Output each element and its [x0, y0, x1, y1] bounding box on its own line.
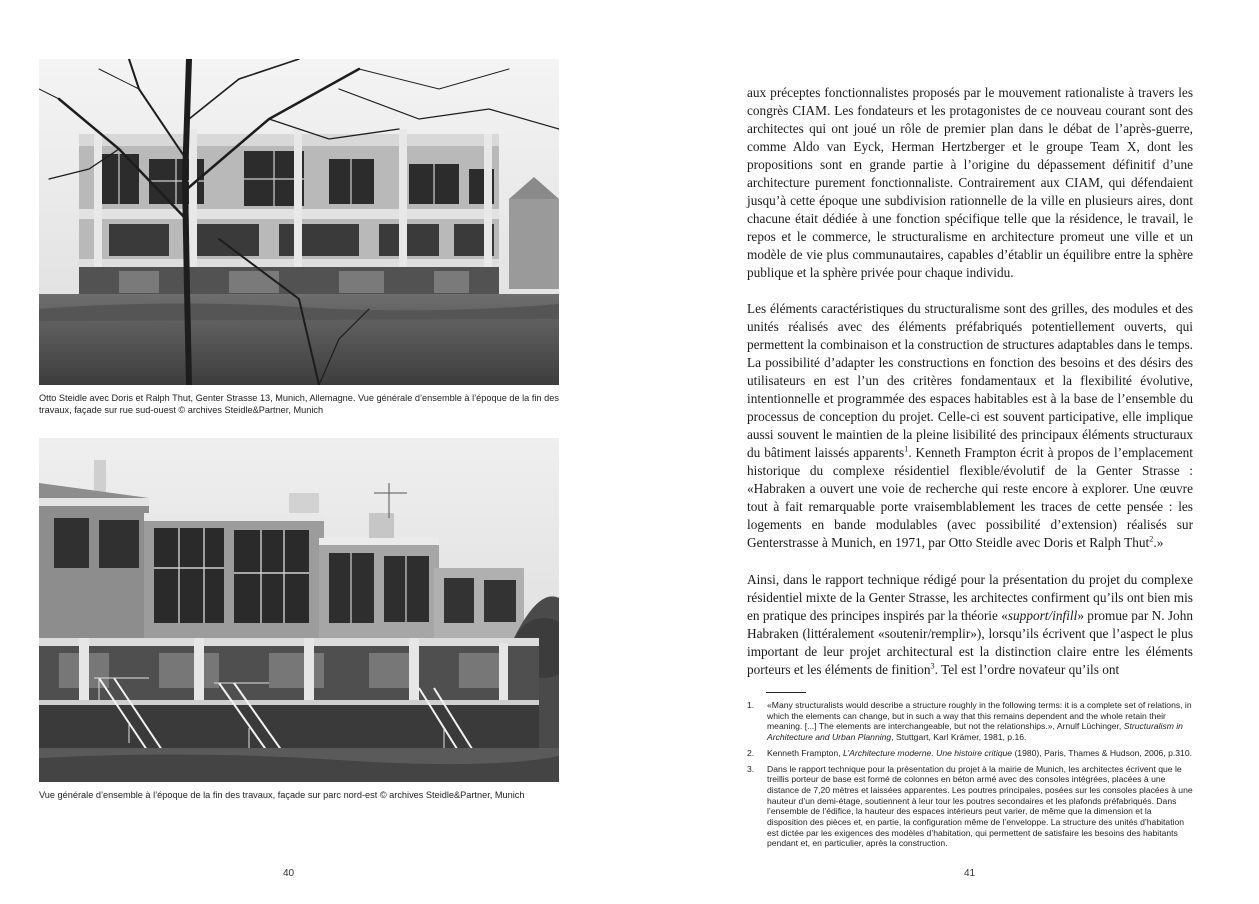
text-run-italic: Structuralism in Architecture and Urban Planning: [767, 721, 1183, 743]
text-run: . Kenneth Frampton écrit à propos de l’emplacement historique du complexe résidentiel flexible/évolutif de la Genter Strasse : «Habraken a ouvert une voie de recherche qui reste encore à explorer. Une œuvre tout à fait remarquable porte vraisemblablement les traces de cette pensée : les logements en bande modulables (avec possibilité d’extension) réalisés sur Genterstrasse à Munich, en 1971, par Otto Steidle avec Doris et Ralph Thut: [747, 445, 1193, 550]
text-run: Ainsi, dans le rapport technique rédigé pour la présentation du projet du complexe résidentiel mixte de la Genter Strasse, les architectes confirment qu’ils ont bien mis en pratique des principes inspirés par la théorie «: [747, 572, 1193, 623]
text-run: Kenneth Frampton,: [767, 747, 843, 758]
footnote-ref-1[interactable]: 1: [904, 444, 909, 454]
footnote-separator: [766, 692, 806, 693]
footnote-text: [767, 748, 1193, 759]
text-run: , Stuttgart, Karl Krämer, 1981, p.16.: [891, 732, 1027, 743]
footnote-ref-2[interactable]: 2: [1149, 534, 1154, 544]
photo-southwest-facade: [39, 59, 559, 385]
text-run-italic: support/infill: [1007, 608, 1078, 623]
footnote-number: 1.: [747, 700, 755, 710]
text-run-italic: L’Architecture moderne. Une histoire critique: [842, 747, 1013, 758]
text-run: «Many structuralists would describe a structure roughly in the following terms: it is a complete set of relations, in which the elements can change, but in such a way that this remains dependent and the whole retain their meaning. [...] The elements are interchangeable, but not the relationships.», Arnulf Lüchinger,: [767, 700, 1192, 732]
footnote-number: 3.: [747, 763, 755, 774]
footnote-ref-3[interactable]: 3: [930, 661, 935, 671]
footnote-text: [767, 700, 1193, 743]
footnote-3: [747, 764, 1193, 850]
text-run: » promue par N. John Habraken (littéralement «soutenir/remplir»), lorsqu’ils écrivent que l’aspect le plus important de leur projet architectural est la distinction claire entre les éléments porteurs et les éléments de finition: [747, 608, 1193, 677]
body-paragraph-1: [747, 84, 1193, 282]
text-run: . Tel est l’ordre novateur qu’ils ont: [934, 662, 1120, 677]
footnote-number: 2.: [747, 747, 755, 758]
photo-southwest-facade-image: [39, 59, 559, 385]
photo-caption-2: Vue générale d’ensemble à l’époque de la fin des travaux, façade sur parc nord-est © archives Steidle&Partner, Munich: [39, 790, 525, 800]
paragraph-text: aux préceptes fonctionnalistes proposés par le mouvement rationaliste à travers les congrès CIAM. Les fondateurs et les protagonistes de ce nouveau courant sont des architectes qui ont joué un rôle de premier plan dans le débat de l’après-guerre, comme Aldo van Eyck, Herman Hertzberger et le groupe Team X, dont les propositions sont en grande partie à l’origine du dépassement définitif d’une architecture purement fonctionnaliste. Contrairement aux CIAM, qui défendaient jusqu’à cette époque une subdivision rationnelle de la ville en plusieurs aires, dont chacune était dédiée à une fonction spécifique telle que la résidence, le travail, le repos et le commerce, le structuralisme en architecture promeut une ville et un modèle de vie plus communautaires, capables d’établir un équilibre entre la sphère publique et la sphère privée pour chaque individu.: [747, 85, 1193, 280]
paragraph-text: [747, 300, 1193, 552]
footnotes: [747, 700, 1193, 854]
body-paragraph-3: [747, 571, 1193, 679]
text-run: Dans le rapport technique pour la présentation du projet à la mairie de Munich, les architectes écrivent que le treillis porteur de base est formé de colonnes en béton armé avec des consoles intégrées, placées à une distance de 7,20 mètres et laissées apparentes. Les poutres principales, posées sur les consoles placées à une hauteur d’un demi-étage, soutiennent à leur tour les poutres secondaires et les plafonds préfabriqués. Dans l’ensemble de l’édifice, la hauteur des espaces intérieurs peut varier, de même que la dimension et la disposition des pièces et, en partie, la configuration même de l’enveloppe. La structure des unités d’habitation est dictée par les exigences des modèles d’habitation, qui permettent de satisfaire les besoins des habitants pendant et, en particulier, après la construction.: [767, 763, 1193, 849]
text-run: Les éléments caractéristiques du structuralisme sont des grilles, des modules et des unités réalisés avec des éléments préfabriqués potentiellement ouverts, qui permettent la combinaison et la construction de structures adaptables dans le temps. La possibilité d’adapter les constructions en fonction des besoins et des désirs des utilisateurs en est l’un des critères fondamentaux et la flexibilité évolutive, intentionnelle et programmée des espaces habitables est à la base de l’ensemble du processus de conception du projet. Celle-ci est souvent participative, elle implique aussi souvent le maintien de la pleine lisibilité des principaux éléments structuraux du bâtiment laissés apparents: [747, 301, 1193, 460]
photo-caption-1: Otto Steidle avec Doris et Ralph Thut, Genter Strasse 13, Munich, Allemagne. Vue générale d’ensemble à l’époque de la fin des travaux, façade sur rue sud-ouest © archives Steidle&Partner, Munich: [39, 393, 559, 415]
photo-northeast-facade: [39, 438, 559, 782]
paragraph-text: [747, 571, 1193, 679]
photo-northeast-facade-image: [39, 438, 559, 782]
footnote-1: [747, 700, 1193, 743]
text-run: (1980), Paris, Thames & Hudson, 2006, p.310.: [1012, 747, 1192, 758]
page-number-right: 41: [964, 868, 976, 879]
page-number-left: 40: [283, 868, 295, 879]
footnote-text: [767, 764, 1193, 850]
text-run: .»: [1153, 535, 1164, 550]
body-paragraph-2: [747, 300, 1193, 552]
footnote-2: [747, 748, 1193, 759]
